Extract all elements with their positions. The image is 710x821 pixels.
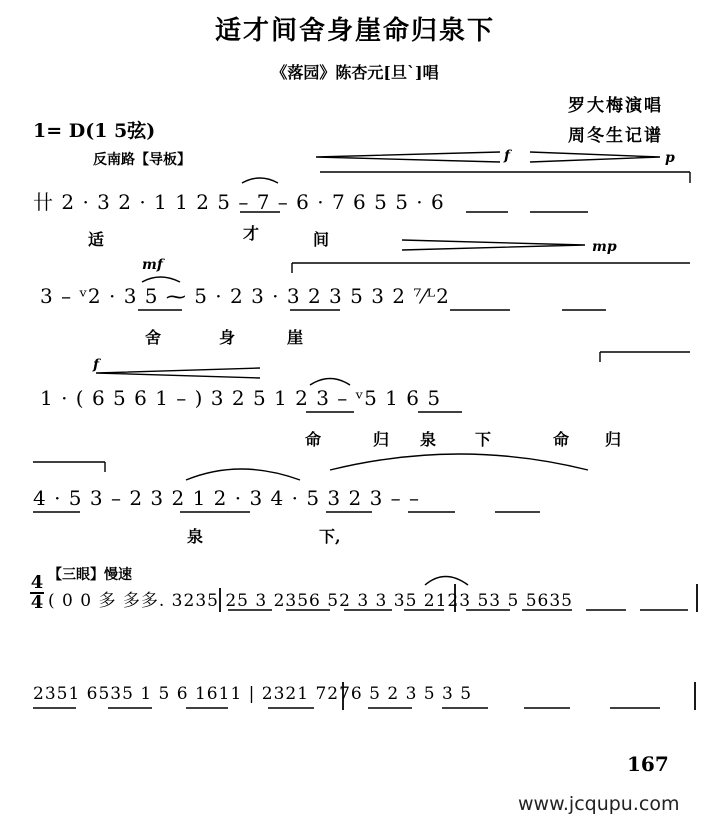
lyric-quan-2: 泉	[187, 527, 204, 546]
notation-line-2: 3 – ᵛ2 · 3 5 ⁓ 5 · 2 3 · 3 2 3 5 3 2 ⁷⁄ᴸ2	[40, 284, 450, 308]
notation-line-5: ( 0 0 多 多多. 3235 25 3 2356 52 3 3 35 2123 53 5 5635	[48, 591, 573, 611]
lyric-quan: 泉	[420, 430, 437, 449]
time-signature-bottom: 4	[30, 592, 44, 613]
decrescendo-hairpin-2	[402, 240, 585, 250]
mode-marking-sanyan: 【三眼】慢速	[48, 567, 132, 583]
song-subtitle: 《落园》陈杏元[旦`]唱	[271, 63, 439, 82]
slur-4	[186, 469, 300, 480]
slur-3	[310, 379, 350, 386]
crescendo-hairpin-3	[96, 368, 260, 378]
slur-1	[242, 178, 278, 183]
notation-line-1: 卄 2 · 3 2 · 1 1 2 5 – 7 – 6 · 7 6 5 5 · 6	[33, 190, 445, 214]
notation-line-4: 4 · 5 3 – 2 3 2 1 2 · 3 4 · 5 3 2 3 – –	[33, 486, 421, 510]
dynamic-p: p	[665, 150, 675, 166]
slur-2	[142, 277, 180, 282]
dynamic-f: f	[504, 148, 511, 164]
page-number: 167	[627, 752, 669, 776]
lyric-ming-2: 命	[553, 430, 570, 449]
notation-line-3: 1 · ( 6 5 6 1 – ) 3 2 5 1 2 3 – ᵛ5 1 6 5	[40, 386, 442, 410]
lyric-cai: 才	[243, 224, 260, 243]
lyric-shen: 身	[219, 328, 236, 347]
decrescendo-hairpin	[530, 152, 660, 162]
lyric-jian: 间	[313, 230, 330, 249]
slur-5	[330, 454, 588, 470]
lyric-she: 舍	[145, 328, 162, 347]
lyric-xia-2: 下,	[319, 527, 341, 546]
transcriber-credit: 周冬生记谱	[568, 126, 663, 146]
lyric-ya: 崖	[287, 328, 304, 347]
dynamic-f-2: f	[93, 357, 100, 373]
lyric-ming: 命	[305, 430, 322, 449]
lyric-gui: 归	[373, 430, 390, 449]
crescendo-hairpin	[316, 152, 500, 162]
dynamic-mf: mf	[142, 257, 163, 273]
key-signature: 1= D(1 5弦)	[33, 120, 156, 142]
dynamic-mp: mp	[592, 239, 617, 255]
watermark: www.jcqupu.com	[518, 793, 680, 815]
lyric-gui-2: 归	[605, 430, 622, 449]
notation-line-6: 2351 6535 1 5 6 1611 | 2321 7276 5 2 3 5 3 5	[33, 684, 473, 704]
time-signature-top: 4	[30, 572, 44, 593]
singer-credit: 罗大梅演唱	[568, 96, 663, 116]
lyric-xia: 下	[475, 430, 492, 449]
mode-marking-fannanlu: 反南路【导板】	[93, 152, 191, 168]
lyric-shi: 适	[88, 230, 105, 249]
song-title: 适才间舍身崖命归泉下	[214, 16, 495, 46]
